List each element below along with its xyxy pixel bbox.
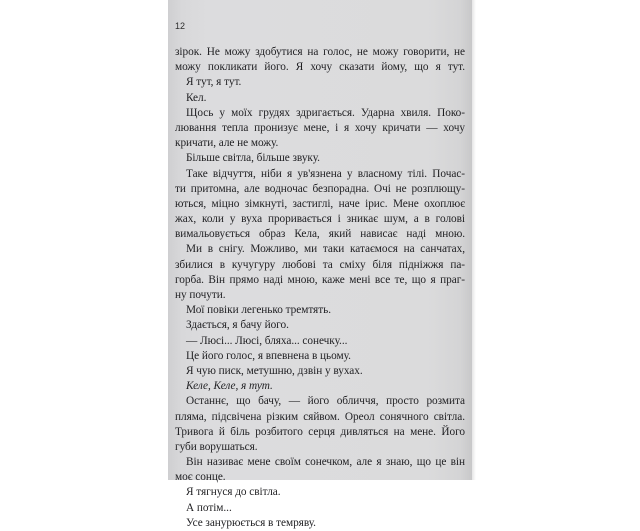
text-line: Щось у моїх грудях здригається. Ударна хвиля. Поко- [186, 106, 465, 119]
text-line: Кел. [186, 91, 207, 104]
text-line: горба. Він прямо наді мною, каже мені все те, що я праг- [175, 273, 465, 286]
text-line-italic: Келе, Келе, я тут. [186, 380, 273, 393]
text-line: можу покликати його. Я хочу сказати йому, що я тут. [175, 61, 465, 74]
text-line: пляма, підсвічена різким сяйвом. Ореол сонячного світла. [175, 410, 465, 423]
text-line: збилися в кучугуру любові та сміху біля підніжжя па- [175, 258, 465, 271]
text-line: Таке відчуття, ніби я ув'язнена у власному тілі. Почас- [186, 167, 465, 180]
text-line: лювання тепла пронизує мене, і я хочу кричати — хочу [175, 121, 465, 134]
text-line: Я тягнуся до світла. [186, 486, 281, 499]
text-line: зірок. Не можу здобутися на голос, не можу говорити, не [175, 46, 465, 58]
text-line: ну почути. [175, 289, 226, 301]
text-line: губи ворушаться. [175, 440, 258, 453]
text-line: Він називає мене своїм сонечком, але я знаю, що це він [186, 456, 465, 469]
text-line: Мої повіки легенько тремтять. [186, 304, 331, 317]
text-line: Ми в снігу. Можливо, ми таки катаємося на санчатах, [186, 243, 465, 256]
text-line: Останнє, що бачу, — його обличчя, просто розмита [186, 395, 465, 408]
text-line: моє сонце. [175, 471, 226, 484]
text-line: вимальовується образ Кела, який нависає наді мною. [175, 228, 465, 241]
text-line: кричати, але не можу. [175, 137, 279, 150]
text-line: ти притомна, але водночас безпорадна. Очі не розплющу- [175, 182, 465, 195]
text-line: А потім... [186, 501, 232, 514]
text-line: жах, коли у вуха проривається і зникає шум, а в голові [175, 213, 465, 226]
body-text [175, 45, 465, 531]
text-line: Я чую писк, метушню, дзвін у вухах. [186, 364, 363, 377]
text-line: Усе занурюється в темряву. [186, 516, 316, 529]
text-line: Я тут, я тут. [186, 76, 242, 89]
page-edge [472, 0, 476, 480]
text-line: Тривога й біль розбитого серця дивляться на мене. Його [175, 425, 465, 438]
page-number: 12 [175, 21, 186, 31]
text-line: Більше світла, більше звуку. [186, 152, 320, 165]
text-line: ються, міцно зімкнуті, застиглі, наче ірис. Мене охоплює [175, 197, 465, 210]
text-line: — Люсі... Люсі, бляха... сонечку... [186, 334, 348, 347]
text-line: Здається, я бачу його. [186, 319, 289, 332]
text-line: Це його голос, я впевнена в цьому. [186, 349, 351, 362]
